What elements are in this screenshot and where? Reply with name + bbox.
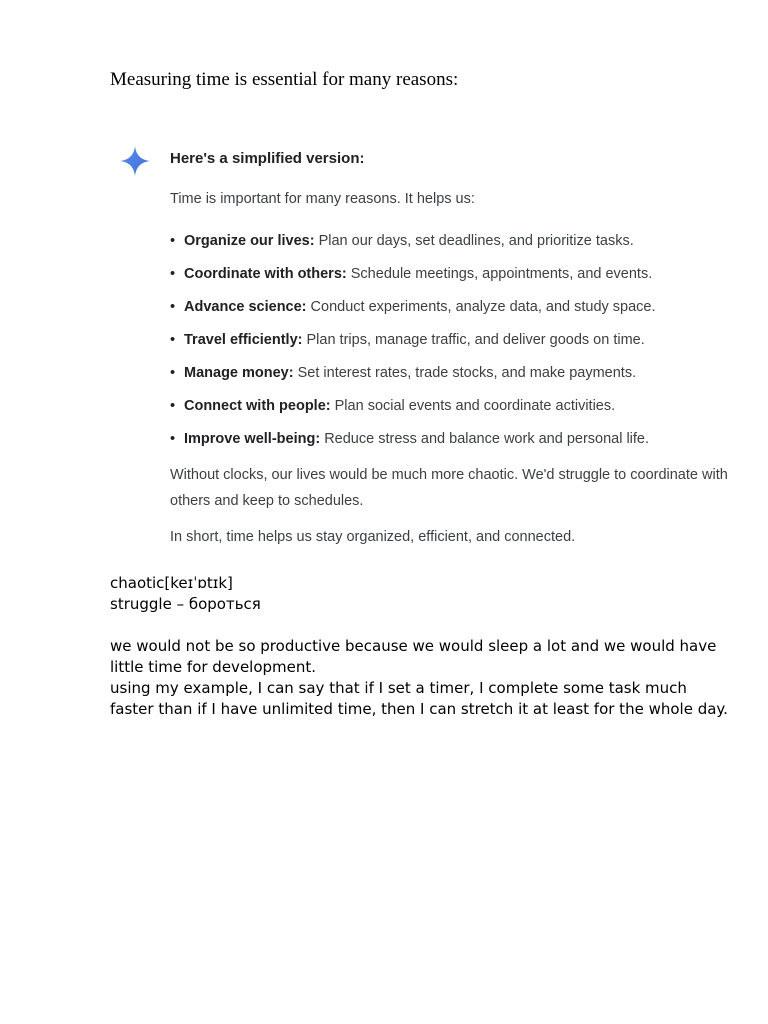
answer-paragraph: using my example, I can say that if I set a timer, I complete some task much faster than if I have unlimited time, then I can stretch it at least for the whole day. <box>110 679 728 718</box>
item-text: Conduct experiments, analyze data, and study space. <box>306 299 656 315</box>
bullet-icon: • <box>170 431 176 447</box>
item-lead: Organize our lives: <box>184 233 315 249</box>
item-lead: Manage money: <box>184 365 294 381</box>
notes-section <box>110 573 730 720</box>
item-text: Plan social events and coordinate activities. <box>330 398 616 414</box>
item-lead: Coordinate with others: <box>184 266 347 282</box>
item-lead: Advance science: <box>184 299 307 315</box>
item-text: Set interest rates, trade stocks, and make payments. <box>293 365 637 381</box>
answer-paragraph: we would not be so productive because we would sleep a lot and we would have little time for development. <box>110 637 717 676</box>
screenshot-paragraph: Without clocks, our lives would be much more chaotic. We'd struggle to coordinate with others and keep to schedules. <box>170 467 728 509</box>
vocab-line: chaotic[keɪˈɒtɪk] <box>110 574 233 592</box>
item-text: Plan trips, manage traffic, and deliver goods on time. <box>302 332 645 348</box>
list-item <box>170 264 656 297</box>
screenshot-title: Here's a simplified version: <box>170 150 365 167</box>
reasons-list <box>170 231 656 462</box>
embedded-screenshot <box>110 130 750 560</box>
item-lead: Connect with people: <box>184 398 331 414</box>
screenshot-summary: In short, time helps us stay organized, efficient, and connected. <box>170 529 576 545</box>
bullet-icon: • <box>170 332 176 348</box>
item-lead: Travel efficiently: <box>184 332 303 348</box>
list-item <box>170 297 656 330</box>
bullet-icon: • <box>170 233 176 249</box>
screenshot-intro: Time is important for many reasons. It helps us: <box>170 191 475 207</box>
list-item <box>170 363 656 396</box>
document-heading: Measuring time is essential for many reasons: <box>110 69 459 90</box>
item-text: Reduce stress and balance work and personal life. <box>320 431 650 447</box>
item-lead: Improve well-being: <box>184 431 321 447</box>
vocab-line: struggle – бороться <box>110 595 261 613</box>
list-item <box>170 396 656 429</box>
sparkle-icon <box>118 144 152 178</box>
list-item <box>170 231 656 264</box>
list-item <box>170 429 656 462</box>
bullet-icon: • <box>170 365 176 381</box>
list-item <box>170 330 656 363</box>
bullet-icon: • <box>170 398 176 414</box>
spacer <box>110 615 730 636</box>
bullet-icon: • <box>170 299 176 315</box>
item-text: Plan our days, set deadlines, and prioritize tasks. <box>314 233 634 249</box>
item-text: Schedule meetings, appointments, and events. <box>346 266 653 282</box>
bullet-icon: • <box>170 266 176 282</box>
